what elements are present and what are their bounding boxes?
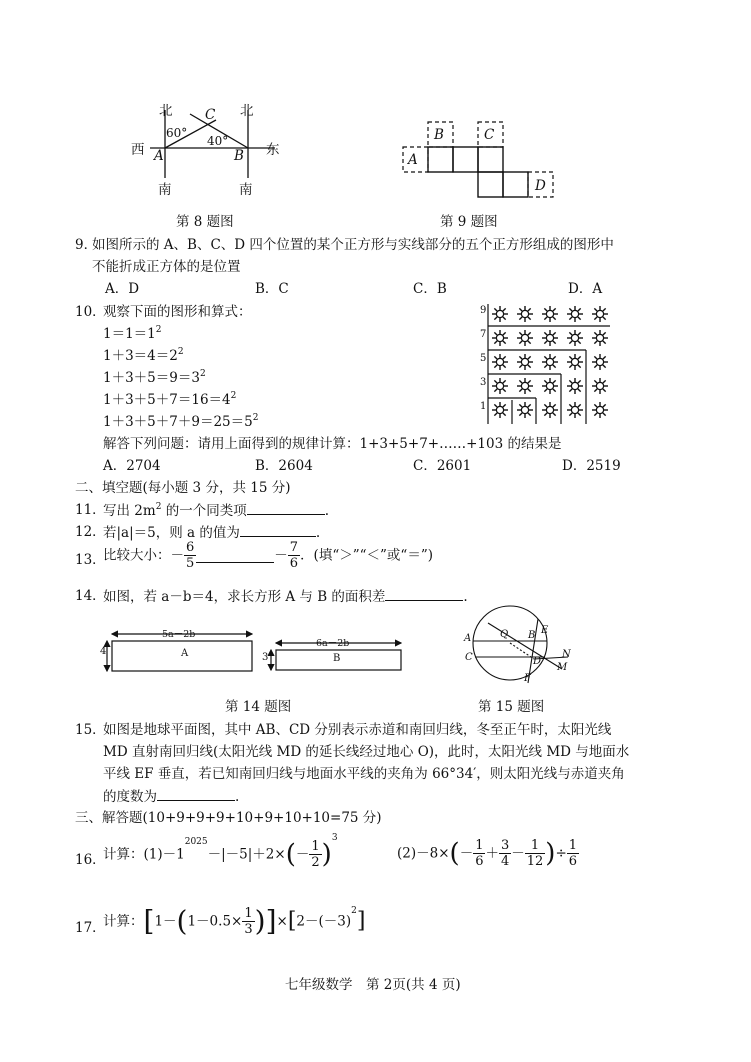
q10-ask: 解答下列问题：请用上面得到的规律计算：1+3+5+7+……+103 的结果是 bbox=[103, 436, 562, 452]
q9-option-c: C．B bbox=[413, 281, 447, 297]
figure-14 bbox=[98, 628, 418, 678]
fig14-width-b: 6a－2b bbox=[316, 638, 350, 649]
q16-part2: (2)－8×(－ $\frac{1}{6}$ ＋ $\frac{3}{4}$ － $\frac{1}{12}$ )÷ $\frac{1}{6}$ bbox=[397, 838, 578, 869]
q9-option-a: A．D bbox=[105, 281, 140, 297]
sun-icon bbox=[492, 378, 508, 394]
fig8-label-c: C bbox=[205, 107, 216, 123]
q13-number: 13． bbox=[75, 552, 106, 568]
sun-icon bbox=[492, 402, 508, 418]
fig15-label-a: A bbox=[464, 633, 472, 644]
fig8-angle-a: 60° bbox=[166, 126, 188, 140]
sun-icon bbox=[517, 306, 533, 322]
fig15-label-n: N bbox=[562, 649, 571, 660]
fig8-label-b: B bbox=[234, 148, 244, 164]
q10-eq3: $1+3+5=9=3^2$ bbox=[103, 369, 206, 386]
q10-star-grid-figure bbox=[478, 302, 618, 427]
q15-line2: MD 直射南回归线(太阳光线 MD 的延长线经过地心 O)，此时，太阳光线 MD 与地面水 bbox=[103, 744, 630, 760]
q10-intro: 观察下面的图形和算式： bbox=[103, 304, 252, 320]
q15-number: 15． bbox=[75, 722, 106, 738]
q10-eq1: $1=1=1^2$ bbox=[103, 325, 162, 342]
q11-answer-blank[interactable] bbox=[247, 500, 325, 515]
q13-answer-blank[interactable] bbox=[196, 548, 274, 563]
sun-icon bbox=[592, 306, 608, 322]
sun-icon bbox=[542, 402, 558, 418]
sun-icon bbox=[492, 306, 508, 322]
q13-fraction-2: $\frac{7}{6}$ bbox=[289, 540, 299, 571]
q16-frac-c: $\frac{1}{12}$ bbox=[526, 838, 544, 869]
q10-grid-label-9: 9 bbox=[480, 305, 487, 316]
fig9-label-a: A bbox=[408, 152, 418, 168]
q14-text: 如图，若 a－b＝4，求长方形 A 与 B 的面积差 . bbox=[103, 586, 468, 607]
q13-fraction-1: $\frac{6}{5}$ bbox=[186, 540, 195, 571]
fig14-rect-a-label: A bbox=[181, 648, 189, 659]
q9-line2: 不能折成正方体的是位置 bbox=[92, 259, 241, 275]
sun-icon bbox=[542, 306, 558, 322]
q15-line3: 平线 EF 垂直，若已知南回归线与地面水平线的夹角为 66°34′，则太阳光线与赤道夹角 bbox=[103, 766, 625, 782]
fig8-east: 东 bbox=[266, 142, 280, 158]
q17-fraction-third: $\frac{1}{3}$ bbox=[244, 906, 253, 937]
q14-number: 14． bbox=[75, 588, 106, 604]
sun-icon bbox=[567, 378, 583, 394]
q10-option-d: D．2519 bbox=[562, 458, 621, 474]
q17-number: 17． bbox=[75, 920, 106, 936]
fig8-label-a: A bbox=[154, 148, 164, 164]
fig9-label-b: B bbox=[434, 127, 444, 143]
sun-icon bbox=[567, 354, 583, 370]
sun-icon bbox=[542, 354, 558, 370]
sun-icon bbox=[517, 330, 533, 346]
q15-answer-blank[interactable] bbox=[157, 786, 235, 801]
q16-frac-a: $\frac{1}{6}$ bbox=[475, 838, 484, 869]
q10-eq5: $1+3+5+7+9=25=5^2$ bbox=[103, 413, 259, 430]
fig15-label-f: F bbox=[524, 673, 531, 684]
sun-icon bbox=[517, 354, 533, 370]
q10-number: 10． bbox=[75, 304, 106, 320]
fig9-label-c: C bbox=[484, 127, 495, 143]
fig15-label-e: E bbox=[541, 625, 549, 636]
fig14-rect-b-label: B bbox=[333, 653, 341, 664]
fig8-angle-b: 40° bbox=[207, 134, 229, 148]
fig14-height-b: 3 bbox=[262, 652, 269, 663]
section-3-title: 三、解答题(10+9+9+9+10+9+10+10=75 分) bbox=[75, 810, 382, 826]
fig15-caption: 第 15 题图 bbox=[478, 699, 545, 715]
sun-icon bbox=[492, 330, 508, 346]
fig15-label-m: M bbox=[557, 662, 568, 673]
fig9-caption: 第 9 题图 bbox=[440, 214, 498, 230]
q11-number: 11． bbox=[75, 502, 106, 518]
q10-option-b: B．2604 bbox=[255, 458, 313, 474]
q9-number: 9． bbox=[75, 237, 98, 253]
q11-text: 写出 $2m^2$ 的一个同类项 . bbox=[103, 502, 330, 519]
q10-grid-label-5: 5 bbox=[480, 353, 487, 364]
sun-icon bbox=[592, 402, 608, 418]
q9-line1: 如图所示的 A、B、C、D 四个位置的某个正方形与实线部分的五个正方形组成的图形中 bbox=[92, 237, 614, 253]
q17-expression: 计算：[1－(1－0.5× $\frac{1}{3}$ )]$\times[2-(-3)^2]$ bbox=[103, 904, 366, 938]
sun-icon bbox=[592, 330, 608, 346]
fig15-label-d: D bbox=[533, 656, 542, 667]
fig8-west: 西 bbox=[131, 142, 145, 158]
q10-eq4: $1+3+5+7=16=4^2$ bbox=[103, 391, 237, 408]
sun-icon bbox=[592, 354, 608, 370]
sun-icon bbox=[517, 402, 533, 418]
sun-icon bbox=[567, 402, 583, 418]
q10-grid-label-3: 3 bbox=[480, 377, 487, 388]
section-2-title: 二、填空题(每小题 3 分，共 15 分) bbox=[75, 480, 291, 496]
q15-line4: 的度数为 . bbox=[103, 786, 239, 807]
q16-number: 16． bbox=[75, 852, 106, 868]
sun-icon bbox=[567, 306, 583, 322]
q16-part1: 计算：$(1)-1^{2025}-|-5|+2\times(-$ $\frac{1}{2}$ )$^3$ bbox=[103, 833, 338, 870]
fig8-south-left: 南 bbox=[158, 182, 172, 198]
fig14-width-a: 5a－2b bbox=[162, 629, 196, 640]
q15-line1: 如图是地球平面图，其中 AB、CD 分别表示赤道和南回归线，冬至正午时，太阳光线 bbox=[103, 722, 612, 738]
sun-icon bbox=[517, 378, 533, 394]
fig8-caption: 第 8 题图 bbox=[176, 214, 234, 230]
fig8-south-right: 南 bbox=[239, 182, 253, 198]
q10-grid-label-7: 7 bbox=[480, 329, 487, 340]
q10-option-a: A．2704 bbox=[103, 458, 161, 474]
figure-15 bbox=[458, 605, 578, 687]
q13-body: 比较大小：－ $\frac{6}{5}$ － $\frac{7}{6}$ ．(填“＞”“＜”或“＝”) bbox=[103, 540, 434, 571]
fig15-label-b: B bbox=[528, 630, 536, 641]
sun-icon bbox=[542, 330, 558, 346]
sun-icon bbox=[542, 378, 558, 394]
q14-answer-blank[interactable] bbox=[385, 586, 463, 601]
q12-answer-blank[interactable] bbox=[240, 522, 316, 537]
sun-icon bbox=[592, 378, 608, 394]
fig15-label-q: Q bbox=[500, 629, 509, 640]
sun-icon bbox=[492, 354, 508, 370]
q10-grid-label-1: 1 bbox=[480, 401, 487, 412]
fig9-label-d: D bbox=[535, 178, 546, 194]
q12-number: 12． bbox=[75, 524, 106, 540]
sun-icon bbox=[567, 330, 583, 346]
q9-option-d: D．A bbox=[568, 281, 603, 297]
page-footer: 七年级数学 第 2页(共 4 页) bbox=[285, 977, 461, 993]
q10-option-c: C．2601 bbox=[413, 458, 472, 474]
q16-frac-d: $\frac{1}{6}$ bbox=[568, 838, 578, 869]
fig15-label-c: C bbox=[465, 652, 473, 663]
q16-frac-b: $\frac{3}{4}$ bbox=[500, 838, 510, 869]
q16-fraction-half: $\frac{1}{2}$ bbox=[311, 839, 320, 870]
q10-eq2: $1+3=4=2^2$ bbox=[103, 347, 184, 364]
q12-text: 若|a|＝5，则 a 的值为 . bbox=[103, 522, 320, 543]
fig8-north-left: 北 bbox=[159, 103, 173, 119]
fig8-north-right: 北 bbox=[240, 103, 254, 119]
fig14-caption: 第 14 题图 bbox=[225, 699, 292, 715]
fig14-height-a: 4 bbox=[100, 646, 107, 657]
q9-option-b: B．C bbox=[255, 281, 289, 297]
